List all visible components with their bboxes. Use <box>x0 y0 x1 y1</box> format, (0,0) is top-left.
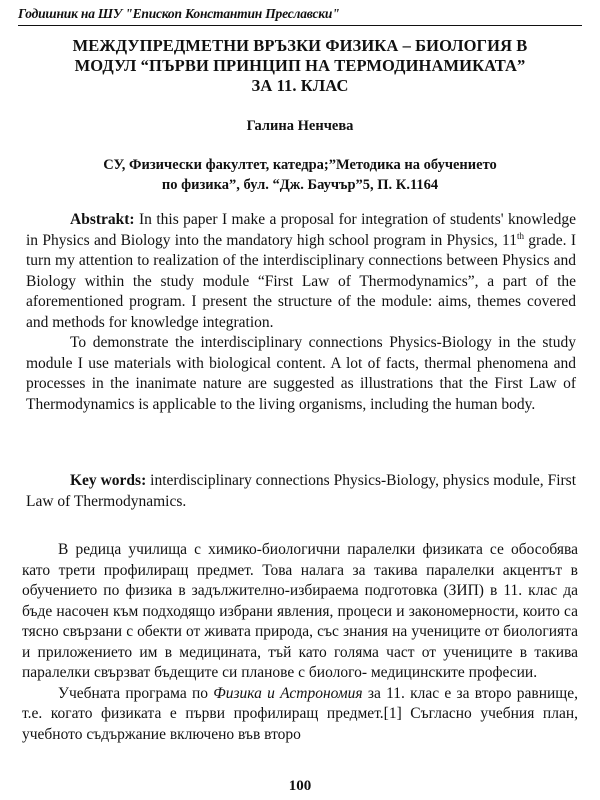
title-line-3: ЗА 11. КЛАС <box>251 76 349 95</box>
keywords-label: Key words: <box>70 472 147 489</box>
title-line-1: МЕЖДУПРЕДМЕТНИ ВРЪЗКИ ФИЗИКА – БИОЛОГИЯ В <box>72 36 528 55</box>
abstract <box>26 210 576 415</box>
paper-title <box>20 36 580 96</box>
abstract-label: Abstrakt: <box>70 211 135 228</box>
title-line-2: МОДУЛ “ПЪРВИ ПРИНЦИП НА ТЕРМОДИНАМИКАТА” <box>74 56 526 75</box>
abstract-paragraph-1 <box>26 210 576 333</box>
keywords <box>26 470 576 512</box>
running-header: Годишник на ШУ "Епископ Константин Преславски" <box>18 6 340 21</box>
body-p2-italic: Физика и Астрономия <box>213 684 363 702</box>
page-number: 100 <box>288 778 312 794</box>
body-p2-text-b: за 11. клас е за второ равнище, т.е. когато физиката е първи профилиращ предмет.[1] Съгласно учебния план, учебното съдържание включено във второ <box>22 684 578 743</box>
keywords-text: interdisciplinary connections Physics-Biology, physics module, First Law of Thermodynamics. <box>26 472 577 510</box>
affiliation-line-2: по физика”, бул. “Дж. Баучър”5, П. К.1164 <box>161 177 439 193</box>
author-name: Галина Ненчева <box>246 118 354 134</box>
abstract-text-a: In this paper I make a proposal for integration of students' knowledge in Physics and Biology into the mandatory high school program in Physics, 11 <box>26 211 576 249</box>
abstract-paragraph-2: To demonstrate the interdisciplinary connections Physics-Biology in the study module I use materials with biological content. A lot of facts, thermal phenomena and processes in the inanimate nature are suggested as illustrations that the First Law of Thermodynamics is applicable to the living organisms, including the human body. <box>26 334 576 413</box>
header-rule <box>18 25 582 26</box>
body-paragraph-1: В редица училища с химико-биологични паралелки физиката се обособява като трети профилиращ предмет. Това налага за такива паралелки акцентът в обучението по физика в задължително-избираема подготовка (ЗИП) в 11. клас да бъде насочен към подходящо избрани явления, процеси и закономерности, които са тясно свързани с обекти от живата природа, със знания на учениците от биологията и приложението им в медицината, тъй като голяма част от учениците в такива паралелки свързват бъдещите си планове с биолого- медицинските професии. <box>22 541 578 681</box>
affiliation-line-1: СУ, Физически факултет, катедра;”Методика на обучението <box>103 157 497 173</box>
body-paragraph-2 <box>22 684 578 746</box>
abstract-text-b: grade. I turn my attention to realization of the interdisciplinary connections between Physics and Biology within the study module “First Law of Thermodynamics”, a part of the aforementioned program. I present the structure of the module: aims, themes covered and methods for knowledge integration. <box>26 231 576 331</box>
abstract-superscript: th <box>516 230 524 241</box>
body-text <box>22 540 578 745</box>
body-p2-text-a: Учебната програма по <box>58 684 214 702</box>
affiliation <box>20 155 580 195</box>
